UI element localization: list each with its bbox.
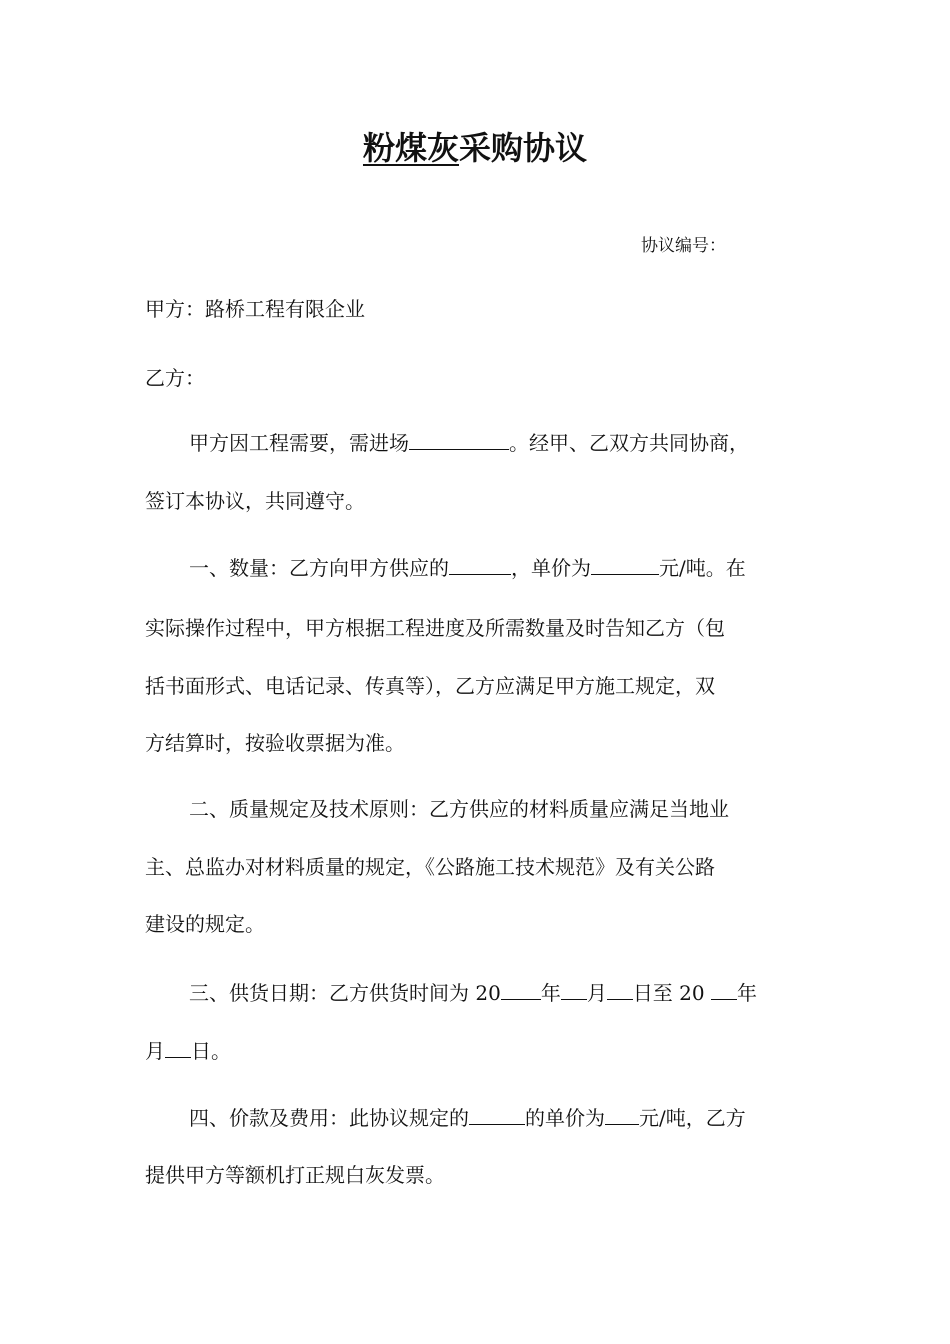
price-blank bbox=[605, 1104, 639, 1125]
party-a-line: 甲方：路桥工程有限企业 bbox=[145, 297, 365, 321]
start-month-blank bbox=[561, 979, 587, 1000]
s4-text-a: 四、价款及费用：此协议规定的 bbox=[189, 1106, 469, 1130]
section-1-line-1 bbox=[145, 553, 810, 583]
s3-text-e: 年 bbox=[736, 981, 757, 1005]
intro-text-b: 。经甲、乙双方共同协商， bbox=[509, 431, 749, 455]
section-1-line-2: 实际操作过程中，甲方根据工程进度及所需数量及时告知乙方（包 bbox=[145, 616, 725, 640]
price-item-blank bbox=[469, 1104, 525, 1125]
title-rest: 采购协议 bbox=[459, 129, 588, 167]
s4-text-c: 元/吨，乙方 bbox=[639, 1106, 746, 1130]
start-year-blank bbox=[501, 979, 541, 1000]
section-4-line-2: 提供甲方等额机打正规白灰发票。 bbox=[145, 1163, 445, 1187]
document-title bbox=[0, 126, 950, 170]
s3-text-b: 年 bbox=[540, 981, 561, 1005]
supply-item-blank bbox=[449, 554, 511, 575]
s1-text-b: ，单价为 bbox=[511, 556, 591, 580]
section-3-line-2 bbox=[145, 1036, 810, 1066]
intro-line-2: 签订本协议，共同遵守。 bbox=[145, 489, 365, 513]
party-b-line: 乙方： bbox=[145, 366, 205, 390]
s3-text-c: 月 bbox=[586, 981, 607, 1005]
s3-text-d: 日至 20 bbox=[632, 981, 711, 1005]
intro-line-1 bbox=[145, 428, 810, 458]
end-year-blank bbox=[711, 979, 737, 1000]
section-4-line-1 bbox=[145, 1103, 810, 1133]
intro-text-a: 甲方因工程需要，需进场 bbox=[189, 431, 409, 455]
s1-text-a: 一、数量：乙方向甲方供应的 bbox=[189, 556, 449, 580]
s4-text-b: 的单价为 bbox=[525, 1106, 605, 1130]
s1-text-c: 元/吨。在 bbox=[659, 556, 746, 580]
section-3-line-1 bbox=[145, 978, 810, 1008]
section-2-line-2: 主、总监办对材料质量的规定，《公路施工技术规范》及有关公路 bbox=[145, 855, 715, 879]
title-underlined-part: 粉煤灰 bbox=[362, 129, 459, 167]
section-2-line-1: 二、质量规定及技术原则：乙方供应的材料质量应满足当地业 bbox=[189, 797, 729, 821]
section-1-line-3: 括书面形式、电话记录、传真等），乙方应满足甲方施工规定，双 bbox=[145, 674, 715, 698]
section-2-line-3: 建设的规定。 bbox=[145, 912, 265, 936]
section-1-line-4: 方结算时，按验收票据为准。 bbox=[145, 731, 405, 755]
s3-text-a: 三、供货日期：乙方供货时间为 20 bbox=[189, 981, 501, 1005]
end-day-blank bbox=[165, 1037, 191, 1058]
agreement-number-label: 协议编号： bbox=[641, 236, 726, 256]
s3-text-f: 月 bbox=[145, 1039, 165, 1063]
material-blank bbox=[409, 429, 509, 450]
start-day-blank bbox=[607, 979, 633, 1000]
s3-text-g: 日。 bbox=[191, 1039, 231, 1063]
unit-price-blank bbox=[591, 554, 659, 575]
